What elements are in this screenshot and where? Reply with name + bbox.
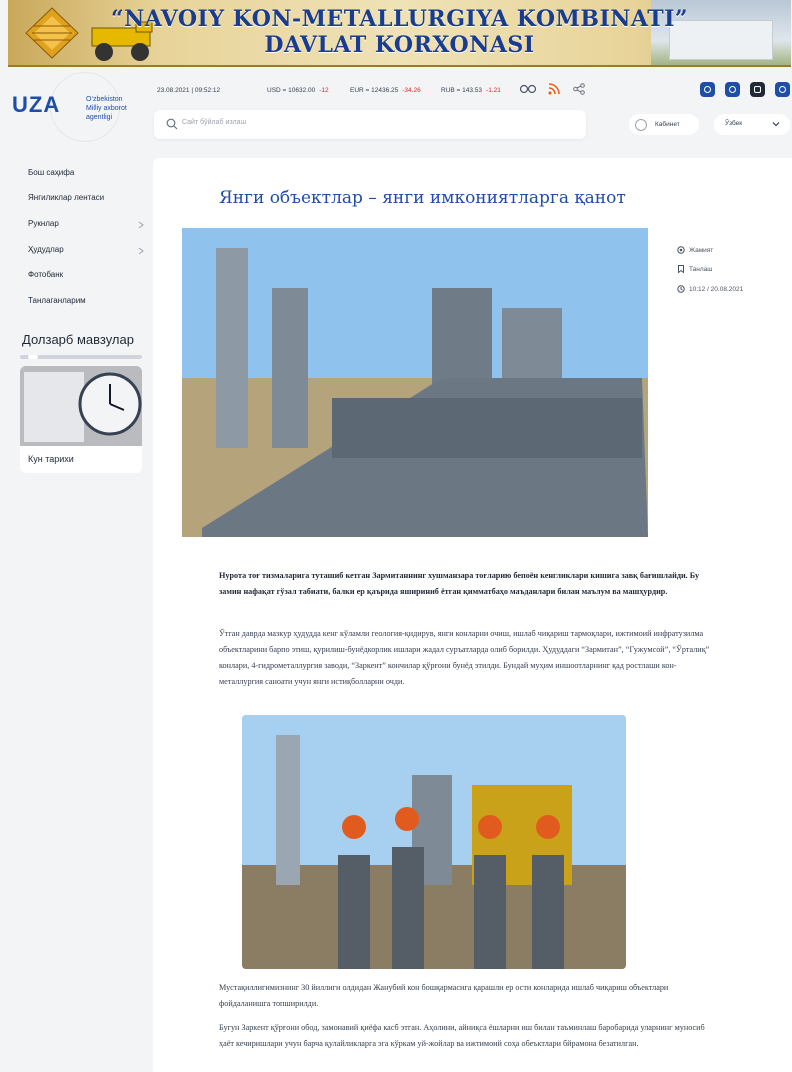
topics-title: Долзарб мавзулар [22,332,134,347]
bookmark-icon [677,265,685,273]
chevron-down-icon [772,120,780,128]
article-paragraph: Ўтган даврда мазкур ҳудудда кенг кўламли геология-қидирув, янги конларни очиш, ишлаб чиқариш тармоқлари, ижтимоий инфратузилма объектларини барпо этиш, қурилиш-бунёдкорлик ишлари жадал суръатларда олиб борилди. Ҳудуддаги “Зармитан”, “Гужумсой”, “Ўрталиқ” конлари, 4-гидрометаллургия заводи, “Заркент” кончилар қўрғони бунёд этилди. Бундай муҳим иншоотларнинг қад ростлаши кон-металлургия саноати учун янги истиқболларни очди. [219,629,710,686]
article-paragraph: Мустақиллигимизнинг 30 йиллиги олдидан Жанубий кон бошқармасига қарашли ер ости конларида ишлаб чиқариш объектлари фойдаланишга топширилди. [219,983,669,1008]
telegram-icon[interactable] [775,82,790,97]
uza-logo[interactable]: UZA [12,92,61,117]
meta-category[interactable]: Жамият [677,246,713,254]
rate-rub: RUB = 143.53 -1.21 [441,86,501,94]
topic-card[interactable] [20,366,142,473]
topics-slider-indicator[interactable] [20,355,142,359]
sidebar-item-regions[interactable]: Ҳудудлар [28,245,64,254]
sidebar [0,158,152,1072]
glasses-icon[interactable] [519,83,537,95]
article-hero-image [182,228,648,537]
sidebar-item-favorites[interactable]: Танлаганларим [28,296,86,305]
article-container [153,158,792,1072]
chevron-right-icon [138,221,144,229]
user-icon [635,119,647,131]
top-banner-ad[interactable] [8,0,791,67]
sidebar-item-news-feed[interactable]: Янгиликлар лентаси [28,193,105,202]
sidebar-item-photobank[interactable]: Фотобанк [28,270,64,279]
language-select[interactable]: Ўзбек [714,114,790,135]
twitter-icon[interactable] [725,82,740,97]
calendar-clock-image [20,366,142,446]
rate-usd: USD = 10632.00 -12 [267,86,329,94]
sidebar-item-home[interactable]: Бош саҳифа [28,168,75,177]
search-icon [166,118,178,130]
datetime: 23.08.2021 | 09:52:12 [157,86,221,94]
article-photo-workers [242,715,626,969]
article-paragraph: Бугун Заркент қўрғони обод, замонавий қиёфа касб этган. Аҳолини, айниқса ёшларни иш билан таъминлаш баробарида уларнинг муносиб ҳаёт кечиришлари учун барча қулайликларга эга кўркам уй-жойлар ва ижтимоий соҳа обеъктлари бйрамона безатилган. [219,1023,705,1048]
article-title: Янги объектлар – янги имкониятларга қанот [219,188,626,208]
article-lead: Нурота тоғ тизмаларига туташиб кетган Зармитаннинг хушманзара тоғларию бепоён кенгликлари кишига завқ бағишлайди. Бу замин нафақат гўзал табиати, балки ер қаърида яшириниб ётган қимматбаҳо маъданлари билан маълум ва машҳурдир. [219,571,700,596]
uza-logo-subtitle: O‘zbekiston Milliy axborot agentligi [86,96,127,121]
clock-icon [677,285,685,293]
chevron-right-icon [138,247,144,255]
cabinet-button[interactable]: Кабинет [629,114,699,135]
rss-icon[interactable] [547,83,561,95]
target-icon [677,246,685,254]
search-bar[interactable] [154,110,586,139]
banner-title-line1: “NAVOIY KON-METALLURGIYA KOMBINATI” [110,6,689,32]
meta-time: 10:12 / 20.08.2021 [677,285,743,293]
share-icon[interactable] [572,83,586,95]
meta-favorite[interactable]: Танлаш [677,265,713,273]
facebook-icon[interactable] [700,82,715,97]
topic-label: Кун тарихи [28,454,74,464]
banner-title-line2: DAVLAT KORXONASI [264,32,535,58]
search-input[interactable]: Сайт бўйлаб излаш [182,119,247,126]
sidebar-item-rubrics[interactable]: Рукнлар [28,219,59,228]
instagram-icon[interactable] [750,82,765,97]
rate-eur: EUR = 12436.25 -34.26 [350,86,421,94]
